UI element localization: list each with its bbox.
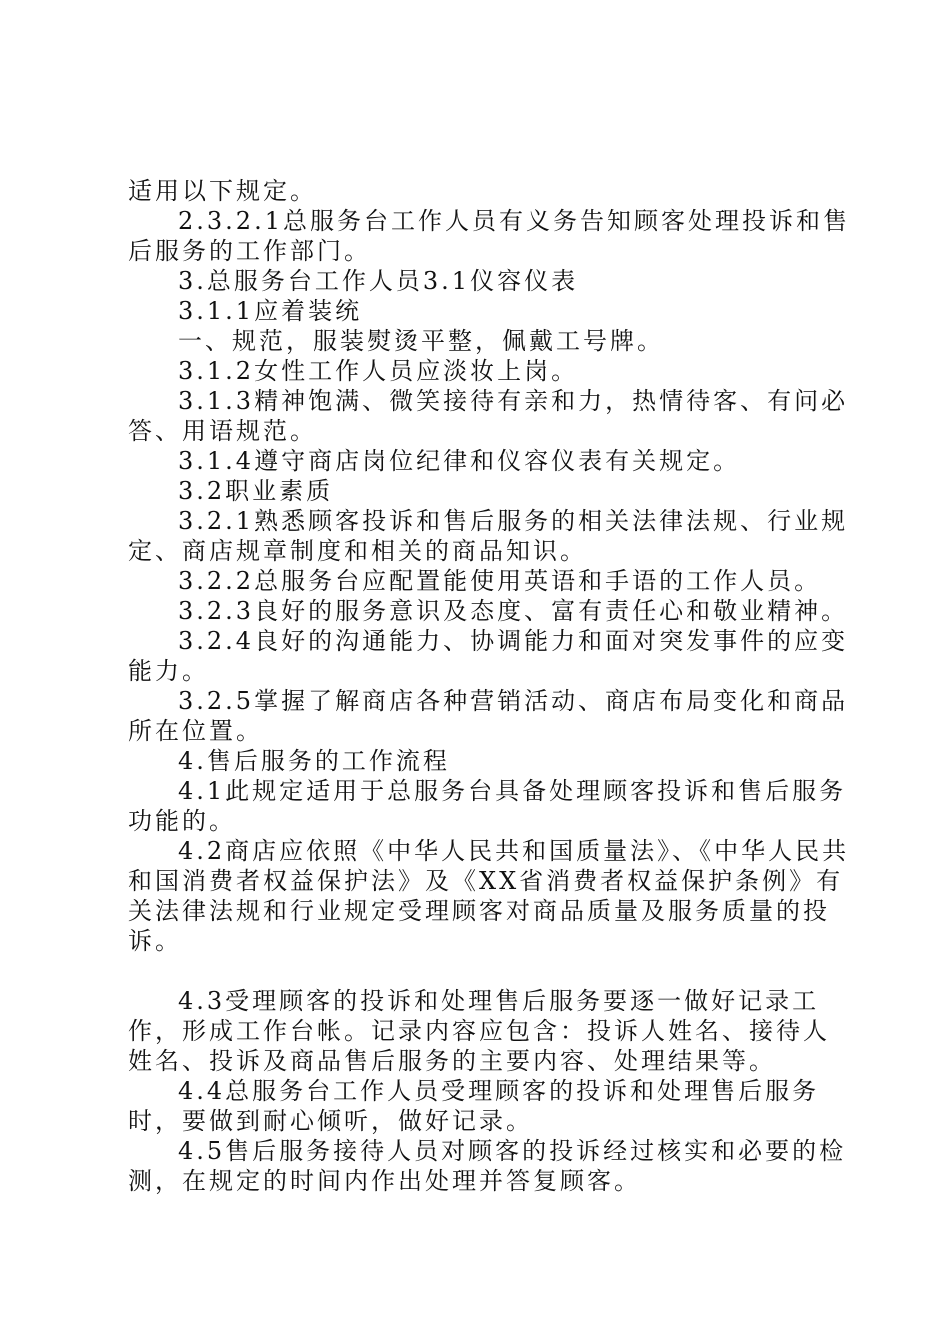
paragraph-4-1: 4.1此规定适用于总服务台具备处理顾客投诉和售后服务功能的。 (128, 777, 847, 835)
paragraph-2-3-2-1: 2.3.2.1总服务台工作人员有义务告知顾客处理投诉和售后服务的工作部门。 (128, 207, 850, 265)
paragraph-3-2-1: 3.2.1熟悉顾客投诉和售后服务的相关法律法规、行业规定、商店规章制度和相关的商品知识。 (128, 507, 849, 565)
paragraph-3-1-4: 3.1.4遵守商店岗位纪律和仪容仪表有关规定。 (178, 447, 741, 475)
paragraph-uniform: 一、规范，服装熨烫平整，佩戴工号牌。 (178, 327, 664, 355)
paragraph-4-2: 4.2商店应依照《中华人民共和国质量法》、《中华人民共和国消费者权益保护法》及《XX省消费者权益保护条例》有关法律法规和行业规定受理顾客对商品质量及服务质量的投诉。 (128, 837, 850, 955)
paragraph-3-staff: 3.总服务台工作人员3.1仪容仪表 (178, 267, 579, 295)
paragraph-3-2-3: 3.2.3良好的服务意识及态度、富有责任心和敬业精神。 (178, 597, 849, 625)
paragraph-3-1-3: 3.1.3精神饱满、微笑接待有亲和力，热情待客、有问必答、用语规范。 (128, 387, 849, 445)
paragraph-3-2-5: 3.2.5掌握了解商店各种营销活动、商店布局变化和商品所在位置。 (128, 687, 849, 745)
paragraph-4-heading: 4.售后服务的工作流程 (178, 747, 450, 775)
paragraph-3-1-1: 3.1.1应着装统 (178, 297, 363, 325)
document-body (128, 176, 850, 1196)
paragraph-3-2-4: 3.2.4良好的沟通能力、协调能力和面对突发事件的应变能力。 (128, 627, 849, 685)
paragraph-applies-rules: 适用以下规定。 (128, 177, 317, 205)
paragraph-3-2-2: 3.2.2总服务台应配置能使用英语和手语的工作人员。 (178, 567, 822, 595)
paragraph-4-4: 4.4总服务台工作人员受理顾客的投诉和处理售后服务时，要做到耐心倾听，做好记录。 (128, 1077, 820, 1135)
paragraph-3-2: 3.2职业素质 (178, 477, 334, 505)
paragraph-4-5: 4.5售后服务接待人员对顾客的投诉经过核实和必要的检测，在规定的时间内作出处理并答复顾客。 (128, 1137, 847, 1195)
paragraph-3-1-2: 3.1.2女性工作人员应淡妆上岗。 (178, 357, 579, 385)
paragraph-4-3: 4.3受理顾客的投诉和处理售后服务要逐一做好记录工作，形成工作台帐。记录内容应包含：投诉人姓名、接待人姓名、投诉及商品售后服务的主要内容、处理结果等。 (128, 987, 830, 1075)
